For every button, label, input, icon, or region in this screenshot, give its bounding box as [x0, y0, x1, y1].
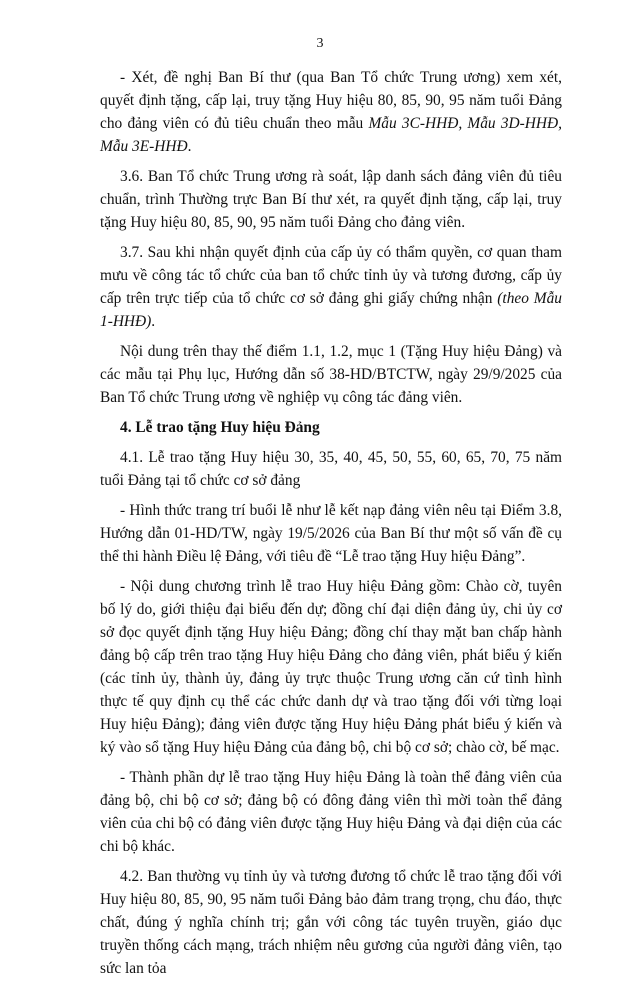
form-reference: (theo Mẫu 1-HHĐ) — [100, 290, 562, 330]
page-number: 3 — [316, 36, 324, 51]
paragraph-text-end: . — [187, 138, 192, 155]
paragraph-decoration: - Hình thức trang trí buổi lễ như lễ kết nạp đảng viên nêu tại Điểm 3.8, Hướng dẫn 01-HD/TW, ngày 19/5/2026 của Ban Bí thư một số vấn đề cụ thể thi hành Điều lệ Đảng, với tiêu đề “Lễ trao tặng Huy hiệu Đảng”. — [100, 502, 562, 565]
paragraph-replacement-note: Nội dung trên thay thế điểm 1.1, 1.2, mục 1 (Tặng Huy hiệu Đảng) và các mẫu tại Phụ lục, Hướng dẫn số 38-HD/BTCTW, ngày 29/9/2025 của Ban Tổ chức Trung ương về nghiệp vụ công tác đảng viên. — [100, 343, 562, 406]
paragraph-3-6: 3.6. Ban Tổ chức Trung ương rà soát, lập danh sách đảng viên đủ tiêu chuẩn, trình Thường trực Ban Bí thư xét, ra quyết định tặng, cấp lại, truy tặng Huy hiệu 80, 85, 90, 95 năm tuổi Đảng cho đảng viên. — [100, 168, 562, 231]
form-reference: Mẫu 3C-HHĐ, Mẫu 3D-HHĐ, Mẫu 3E-HHĐ — [100, 115, 562, 155]
section-heading-4: 4. Lễ trao tặng Huy hiệu Đảng — [120, 419, 320, 436]
paragraph-program-content: - Nội dung chương trình lễ trao Huy hiệu Đảng gồm: Chào cờ, tuyên bố lý do, giới thiệu đại biểu đến dự; đồng chí đại diện đảng ủy, chi ủy cơ sở đọc quyết định tặng Huy hiệu Đảng; đồng chí thay mặt ban chấp hành đảng bộ cấp trên trao tặng Huy hiệu Đảng cho đảng viên, phát biểu ý kiến (các tỉnh ủy, thành ủy, đảng ủy trực thuộc Trung ương căn cứ tình hình thực tế quy định cụ thể các chức danh dự và trao tặng đối với từng loại Huy hiệu Đảng); đảng viên được tặng Huy hiệu Đảng phát biểu ý kiến và ký vào sổ tặng Huy hiệu Đảng của đảng bộ, chi bộ cơ sở; chào cờ, bế mạc. — [100, 578, 562, 756]
paragraph-text: - Xét, đề nghị Ban Bí thư (qua Ban Tổ chức Trung ương) xem xét, quyết định tặng, cấp lại, truy tặng Huy hiệu 80, 85, 90, 95 năm tuổi Đảng cho đảng viên có đủ tiêu chuẩn theo mẫu — [100, 69, 562, 132]
paragraph-4-1: 4.1. Lễ trao tặng Huy hiệu 30, 35, 40, 45, 50, 55, 60, 65, 70, 75 năm tuổi Đảng tại tổ chức cơ sở đảng — [100, 449, 562, 489]
paragraph-xet-de-nghi — [100, 66, 562, 158]
document-body — [100, 66, 562, 987]
paragraph-4-2: 4.2. Ban thường vụ tỉnh ủy và tương đương tổ chức lễ trao tặng đối với Huy hiệu 80, 85, 90, 95 năm tuổi Đảng bảo đảm trang trọng, chu đáo, thực chất, đúng ý nghĩa chính trị; gắn với công tác tuyên truyền, giáo dục truyền thống cách mạng, trách nhiệm nêu gương của người đảng viên, tạo sức lan tỏa — [100, 868, 562, 977]
paragraph-attendees: - Thành phần dự lễ trao tặng Huy hiệu Đảng là toàn thể đảng viên của đảng bộ, chi bộ cơ sở; đảng bộ có đông đảng viên thì mời toàn thể đảng viên của chi bộ có đảng viên được tặng Huy hiệu Đảng và đại diện của các chi bộ khác. — [100, 769, 562, 855]
paragraph-text: 3.7. Sau khi nhận quyết định của cấp ủy có thẩm quyền, cơ quan tham mưu về công tác tổ chức của ban tổ chức tỉnh ủy và tương đương, cấp ủy cấp trên trực tiếp của tổ chức cơ sở đảng ghi giấy chứng nhận — [100, 244, 562, 307]
paragraph-3-7 — [100, 241, 562, 333]
paragraph-text-end: . — [151, 313, 156, 330]
